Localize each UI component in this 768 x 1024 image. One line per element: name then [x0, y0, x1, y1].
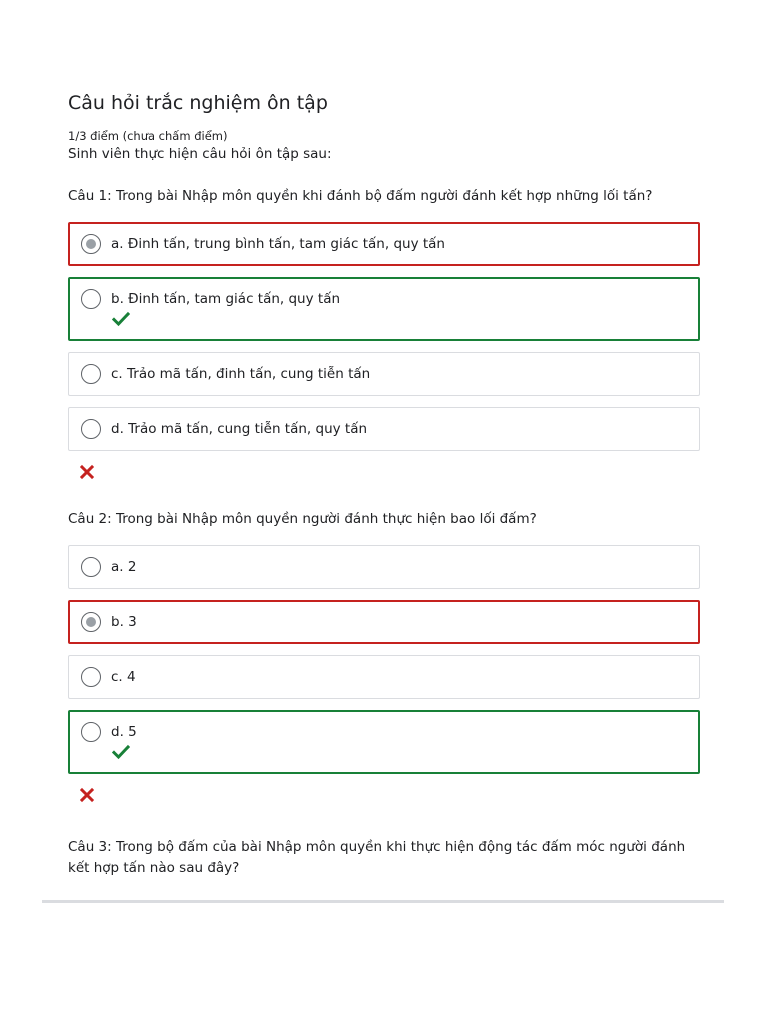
radio-icon[interactable]	[81, 722, 101, 742]
option-label: a. Đinh tấn, trung bình tấn, tam giác tấn, quy tấn	[111, 236, 445, 252]
question-2-option-b[interactable]	[68, 600, 700, 644]
radio-checked-icon[interactable]	[81, 612, 101, 632]
option-label: c. Trảo mã tấn, đinh tấn, cung tiễn tấn	[111, 366, 371, 382]
radio-icon[interactable]	[81, 419, 101, 439]
question-1-option-d[interactable]	[68, 407, 700, 451]
question-2-text: Câu 2: Trong bài Nhập môn quyền người đánh thực hiện bao lối đấm?	[68, 511, 537, 527]
option-label: b. 3	[111, 614, 137, 630]
checkmark-icon	[112, 310, 130, 328]
option-label: d. Trảo mã tấn, cung tiễn tấn, quy tấn	[111, 421, 368, 437]
radio-icon[interactable]	[81, 667, 101, 687]
option-label: d. 5	[111, 724, 137, 740]
score-text: 1/3 điểm (chưa chấm điểm)	[68, 129, 228, 143]
question-1-options	[68, 222, 700, 482]
question-3-text: Câu 3: Trong bộ đấm của bài Nhập môn quyền khi thực hiện động tác đấm móc người đánh kết hợp tấn nào sau đây?	[68, 839, 686, 876]
cross-icon	[80, 462, 94, 482]
page-title: Câu hỏi trắc nghiệm ôn tập	[68, 92, 328, 114]
cross-icon	[80, 785, 94, 805]
radio-icon[interactable]	[81, 289, 101, 309]
divider	[42, 900, 724, 903]
question-2-option-c[interactable]	[68, 655, 700, 699]
question-1-option-c[interactable]	[68, 352, 700, 396]
question-2-options	[68, 545, 700, 805]
radio-checked-icon[interactable]	[81, 234, 101, 254]
option-label: a. 2	[111, 559, 137, 575]
radio-icon[interactable]	[81, 557, 101, 577]
intro-text: Sinh viên thực hiện câu hỏi ôn tập sau:	[68, 146, 332, 162]
radio-icon[interactable]	[81, 364, 101, 384]
question-1-option-b[interactable]	[68, 277, 700, 341]
checkmark-icon	[112, 743, 130, 761]
question-1-text: Câu 1: Trong bài Nhập môn quyền khi đánh bộ đấm người đánh kết hợp những lối tấn?	[68, 188, 653, 204]
question-2-option-d[interactable]	[68, 710, 700, 774]
option-label: c. 4	[111, 669, 136, 685]
question-1-option-a[interactable]	[68, 222, 700, 266]
question-2-option-a[interactable]	[68, 545, 700, 589]
quiz-container	[68, 90, 700, 879]
option-label: b. Đinh tấn, tam giác tấn, quy tấn	[111, 291, 341, 307]
